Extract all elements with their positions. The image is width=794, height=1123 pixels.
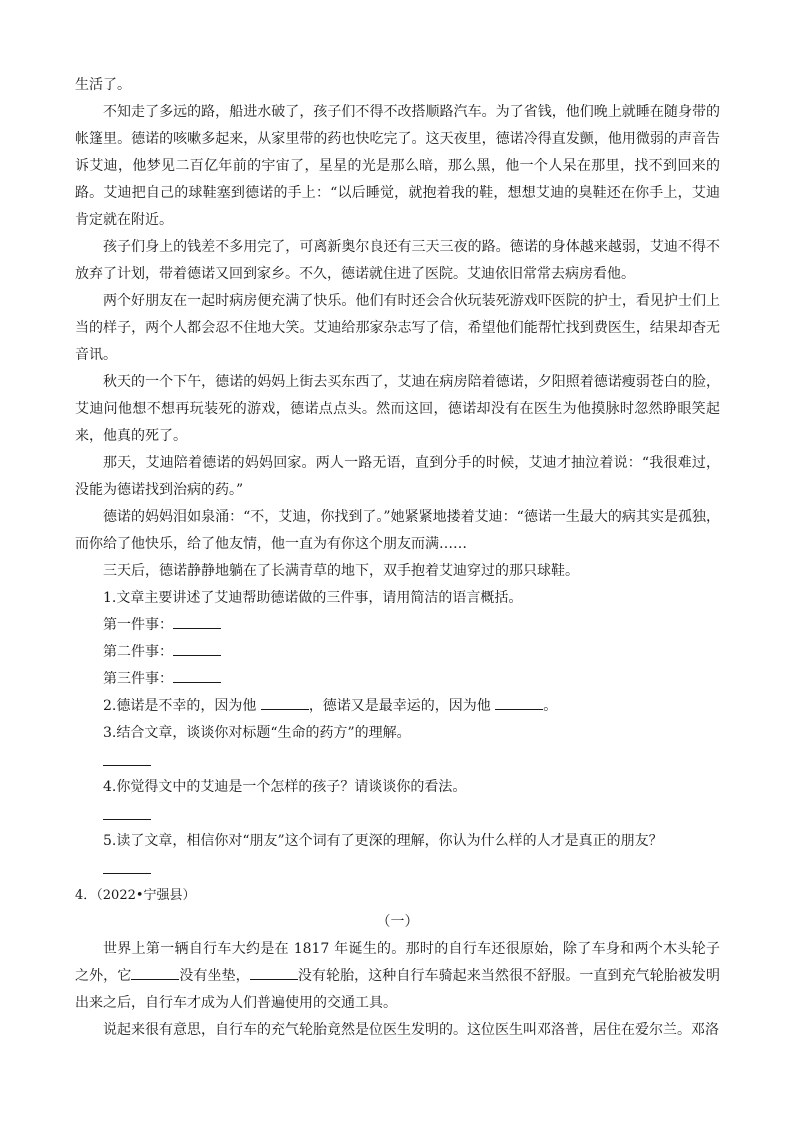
story-paragraph-3: 两个好朋友在一起时病房便充满了快乐。他们有时还会合伙玩装死游戏吓医院的护士，看见护士们上当的样子，两个人都会忍不住地大笑。艾迪给那家杂志写了信，希望他们能帮忙找到费医生，结果却杳无音讯。 xyxy=(75,293,720,363)
answer-blank[interactable] xyxy=(261,693,309,710)
question-5: 5.读了文章，相信你对“朋友”这个词有了更深的理解，你认为什么样的人才是真正的朋友？ xyxy=(103,833,663,849)
answer-blank[interactable] xyxy=(173,612,221,629)
question-1-item-2-label: 第二件事： xyxy=(103,644,173,660)
question-3: 3.结合文章，谈谈你对标题“生命的药方”的理解。 xyxy=(103,725,411,741)
story-paragraph-0: 生活了。 xyxy=(75,77,131,93)
question-1-item-1-label: 第一件事： xyxy=(103,617,173,633)
section-4-part-title: （一） xyxy=(376,914,419,930)
answer-blank[interactable] xyxy=(173,666,221,683)
answer-blank[interactable] xyxy=(495,693,543,710)
question-4: 4.你觉得文中的艾迪是一个怎样的孩子？请谈谈你的看法。 xyxy=(103,779,467,795)
answer-blank[interactable] xyxy=(173,639,221,656)
question-2-part-1: 2.德诺是不幸的，因为他 xyxy=(103,698,261,714)
story-paragraph-1: 不知走了多远的路，船进水破了，孩子们不得不改搭顺路汽车。为了省钱，他们晚上就睡在随身带的帐篷里。德诺的咳嗽多起来，从家里带的药也快吃完了。这天夜里，德诺冷得直发颤，他用微弱的声音告诉艾迪，他梦见二百亿年前的宇宙了，星星的光是那么暗，那么黑，他一个人呆在那里，找不到回来的路。艾迪把自己的球鞋塞到德诺的手上：“以后睡觉，就抱着我的鞋，想想艾迪的臭鞋还在你手上，艾迪肯定就在附近。 xyxy=(75,104,720,228)
question-1-item-3 xyxy=(75,666,720,693)
story-paragraph-5: 那天，艾迪陪着德诺的妈妈回家。两人一路无语，直到分手的时候，艾迪才抽泣着说：“我很难过，没能为德诺找到治病的药。” xyxy=(75,455,720,498)
story-paragraph-7: 三天后，德诺静静地躺在了长满青草的地下，双手抱着艾迪穿过的那只球鞋。 xyxy=(103,563,579,579)
answer-line-3[interactable] xyxy=(75,747,720,774)
section-4-p1-b: 没有坐垫， xyxy=(179,968,250,984)
section-4-paragraph-1 xyxy=(75,936,720,1017)
question-2-part-3: 。 xyxy=(543,698,558,714)
answer-blank[interactable] xyxy=(131,963,179,980)
answer-line-4[interactable] xyxy=(75,801,720,828)
section-4-p1-c: 没有轮胎，这种自行车骑起来当然很不舒服。一直到充气轮胎被发明出来之后，自行车才成为人们普遍使用的交通工具。 xyxy=(75,968,721,1011)
question-1-item-1 xyxy=(75,612,720,639)
story-paragraph-2: 孩子们身上的钱差不多用完了，可离新奥尔良还有三天三夜的路。德诺的身体越来越弱，艾迪不得不放弃了计划，带着德诺又回到家乡。不久，德诺就住进了医院。艾迪依旧常常去病房看他。 xyxy=(75,239,720,282)
question-2 xyxy=(75,693,720,720)
section-4-paragraph-2: 说起来很有意思，自行车的充气轮胎竟然是位医生发明的。这位医生叫邓洛普，居住在爱尔兰。邓洛 xyxy=(103,1022,719,1038)
document-page xyxy=(75,72,720,1044)
answer-line-5[interactable] xyxy=(75,855,720,882)
answer-blank[interactable] xyxy=(250,963,298,980)
question-2-part-2: ，德诺又是最幸运的，因为他 xyxy=(308,698,496,714)
question-1-item-3-label: 第三件事： xyxy=(103,671,173,687)
section-4-heading: 4．（2022•宁强县） xyxy=(75,888,196,903)
story-paragraph-4: 秋天的一个下午，德诺的妈妈上街去买东西了，艾迪在病房陪着德诺，夕阳照着德诺瘦弱苍白的脸，艾迪问他想不想再玩装死的游戏，德诺点点头。然而这回，德诺却没有在医生为他摸脉时忽然睁眼笑起来，他真的死了。 xyxy=(75,374,720,444)
section-4-p1-a: 世界上第一辆自行车大约是在 1817 年诞生的。那时的自行车还很原始，除了车身和两个木头轮子之外，它 xyxy=(75,941,720,984)
story-paragraph-6: 德诺的妈妈泪如泉涌：“不，艾迪，你找到了。”她紧紧地搂着艾迪：“德诺一生最大的病其实是孤独，而你给了他快乐，给了他友情，他一直为有你这个朋友而满…… xyxy=(75,509,720,552)
question-1: 1.文章主要讲述了艾迪帮助德诺做的三件事，请用简洁的语言概括。 xyxy=(103,590,523,606)
question-1-item-2 xyxy=(75,639,720,666)
